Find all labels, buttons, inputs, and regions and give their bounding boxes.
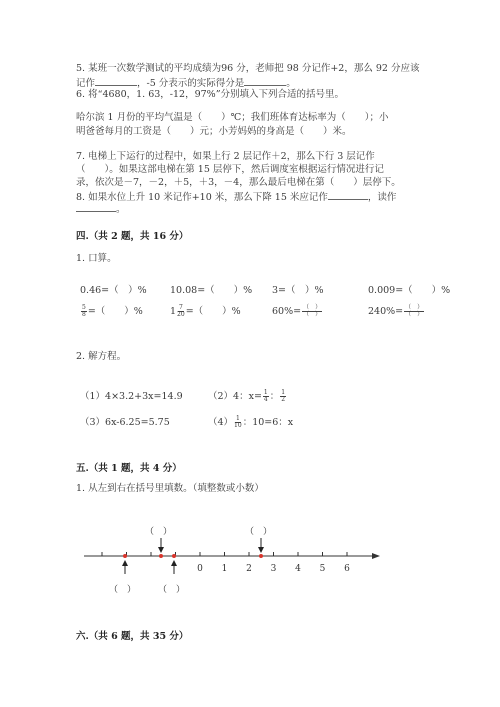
q5-line2-text-a: 记作 bbox=[76, 78, 96, 89]
calc-item-8 bbox=[368, 305, 425, 318]
fraction-denominator: 8 bbox=[82, 311, 86, 318]
section4-title: 四.（共 2 题，共 16 分） bbox=[76, 231, 189, 242]
calc-item-5 bbox=[80, 305, 143, 318]
section5-title: 五.（共 1 题，共 4 分） bbox=[76, 463, 182, 474]
q7-line2: （ ）。如果这部电梯在第 15 层停下，然后调度室根据运行情况进行记 bbox=[76, 164, 384, 175]
fraction-numerator: 1 bbox=[263, 389, 268, 396]
fraction-numerator: 7 bbox=[178, 304, 183, 311]
fraction-blank-denominator[interactable]: （ ） bbox=[303, 311, 322, 318]
fraction-numerator: 1 bbox=[235, 415, 240, 422]
q8-answer-blank-2[interactable] bbox=[76, 202, 116, 212]
fraction-blank[interactable] bbox=[302, 305, 322, 318]
number-line-ticks bbox=[102, 552, 350, 574]
calc-item-7 bbox=[272, 305, 323, 318]
section4-q1-title: 1. 口算。 bbox=[76, 253, 117, 264]
equation-2-text: （2）4：x= bbox=[208, 391, 262, 402]
q6-line2: 哈尔滨 1 月份的平均气温是（ ）℃；我们班体育达标率为（ ）；小 bbox=[76, 112, 389, 123]
equation-2 bbox=[208, 390, 287, 403]
number-line-tick-label: 1 bbox=[221, 564, 228, 574]
fraction-blank[interactable] bbox=[404, 305, 424, 318]
calc-item-6 bbox=[170, 305, 241, 318]
fraction-numerator: 5 bbox=[82, 304, 86, 311]
q8-text-a: 8. 如果水位上升 10 米记作+10 米，那么下降 15 米应记作 bbox=[76, 192, 328, 203]
equation-4 bbox=[208, 416, 293, 429]
fraction-blank-numerator[interactable]: （ ） bbox=[303, 304, 322, 311]
number-line-tick-label: 0 bbox=[197, 564, 203, 574]
q8-text-b: ，读作 bbox=[367, 192, 397, 203]
q8-text-c: 。 bbox=[116, 204, 126, 215]
fraction-denominator: 2 bbox=[281, 396, 286, 403]
q5-line1: 5. 某班一次数学测试的平均成绩为96 分，老师把 98 分记作+2，那么 92 分应该 bbox=[76, 63, 420, 74]
calc-item-2: 10.08=（ ）% bbox=[170, 285, 253, 296]
section6-title: 六.（共 6 题，共 35 分） bbox=[76, 631, 189, 642]
q8-answer-blank-1[interactable] bbox=[328, 190, 368, 200]
fraction-denominator: 10 bbox=[234, 422, 242, 429]
q7-line3: 录，依次是－7，－2，＋5，＋3，－4，那么最后电梯在第（ ）层停下。 bbox=[76, 177, 401, 188]
number-line-point-3 bbox=[172, 554, 176, 558]
section4-q2-title: 2. 解方程。 bbox=[76, 351, 127, 362]
arrow-down-icon bbox=[158, 547, 164, 553]
q6-line1: 6. 将“4680，1. 63，-12，97%”分别填入下列合适的括号里。 bbox=[76, 89, 345, 100]
number-line-arrowhead bbox=[372, 553, 380, 559]
ratio-separator: ： bbox=[269, 391, 280, 402]
bottom-blank-1[interactable]: （ ） bbox=[109, 585, 137, 595]
top-blank-1[interactable]: （ ） bbox=[145, 527, 173, 537]
number-line-point-1 bbox=[123, 554, 127, 558]
fraction-blank-numerator[interactable]: （ ） bbox=[405, 304, 424, 311]
number-line-tick-label: 6 bbox=[344, 564, 350, 574]
fraction-5-8 bbox=[81, 305, 87, 318]
calc-item-8-text: 240%= bbox=[368, 306, 404, 317]
arrow-up-icon bbox=[122, 560, 128, 566]
bottom-blank-2[interactable]: （ ） bbox=[158, 585, 186, 595]
fraction-blank-denominator[interactable]: （ ） bbox=[405, 311, 424, 318]
equation-4-tail: ：10=6：x bbox=[242, 417, 294, 428]
number-line-tick-label: 5 bbox=[319, 564, 326, 574]
fraction-denominator: 4 bbox=[263, 396, 268, 403]
number-line bbox=[76, 520, 396, 600]
fraction-numerator: 1 bbox=[281, 389, 286, 396]
q5-line2-text-b: ，-5 分表示的实际得分是 bbox=[137, 78, 245, 89]
calc-item-7-text: 60%= bbox=[272, 306, 302, 317]
q7-line1: 7. 电梯上下运行的过程中，如果上行 2 层记作＋2，那么下行 3 层记作 bbox=[76, 151, 375, 162]
q5-answer-blank-2[interactable] bbox=[244, 76, 286, 86]
mixed-whole: 1 bbox=[170, 306, 177, 317]
arrow-down-icon bbox=[258, 547, 264, 553]
calc-item-3: 3=（ ）% bbox=[272, 285, 324, 296]
number-line-tick-label: 2 bbox=[246, 564, 252, 574]
number-line-tick-label: 4 bbox=[295, 564, 301, 574]
fraction-1-4 bbox=[263, 390, 269, 403]
calc-item-6-tail: =（ ）% bbox=[185, 306, 241, 317]
q5-answer-blank-1[interactable] bbox=[95, 76, 137, 86]
number-line-point-4 bbox=[259, 554, 263, 558]
calc-item-1: 0.46=（ ）% bbox=[80, 285, 147, 296]
equation-4-text: （4） bbox=[208, 417, 234, 428]
calc-item-5-tail: =（ ）% bbox=[87, 306, 143, 317]
top-blank-2[interactable]: （ ） bbox=[245, 527, 273, 537]
q6-line3: 明爸爸每月的工资是（ ）元；小芳妈妈的身高是（ ）米。 bbox=[76, 126, 352, 137]
calc-item-4: 0.009=（ ）% bbox=[368, 285, 451, 296]
section5-q1-title: 1. 从左到右在括号里填数。（填整数或小数） bbox=[76, 483, 264, 494]
q5-line2-text-c: 。 bbox=[286, 78, 296, 89]
fraction-7-20 bbox=[177, 305, 185, 318]
fraction-denominator: 20 bbox=[177, 311, 185, 318]
number-line-tick-label: 3 bbox=[270, 564, 277, 574]
equation-1: （1）4×3.2+3x=14.9 bbox=[80, 391, 183, 402]
q8-line2 bbox=[76, 202, 126, 216]
fraction-1-10 bbox=[234, 416, 242, 429]
arrow-up-icon bbox=[171, 560, 177, 566]
equation-3: （3）6x-6.25=5.75 bbox=[80, 417, 170, 428]
fraction-1-2 bbox=[280, 390, 286, 403]
number-line-point-2 bbox=[159, 554, 163, 558]
